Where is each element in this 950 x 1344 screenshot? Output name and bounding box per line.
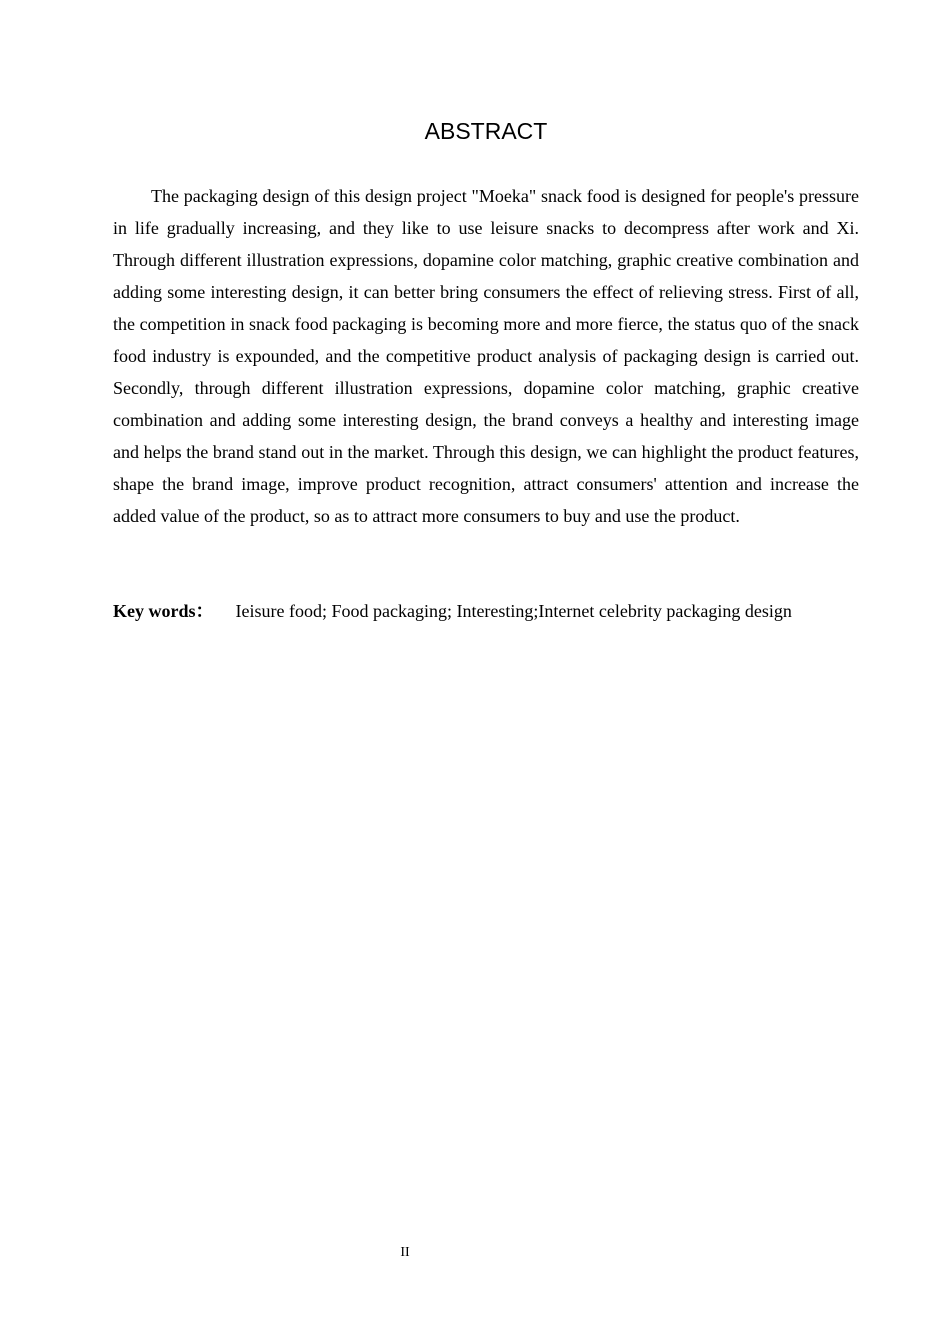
- keywords-line: [113, 595, 873, 627]
- page-title: ABSTRACT: [424, 118, 548, 144]
- abstract-paragraph: The packaging design of this design project "Moeka" snack food is designed for people's pressure in life gradually increasing, and they like to use leisure snacks to decompress after work and Xi. Through different illustration expressions, dopamine color matching, graphic creative combination and adding some interesting design, it can better bring consumers the effect of relieving stress. First of all, the competition in snack food packaging is becoming more and more fierce, the status quo of the snack food industry is expounded, and the competitive product analysis of packaging design is carried out. Secondly, through different illustration expressions, dopamine color matching, graphic creative combination and adding some interesting design, the brand conveys a healthy and interesting image and helps the brand stand out in the market. Through this design, we can highlight the product features, shape the brand image, improve product recognition, attract consumers' attention and increase the added value of the product, so as to attract more consumers to buy and use the product.: [113, 186, 859, 526]
- page-number: II: [400, 1245, 410, 1260]
- keywords-label: Key words：: [113, 601, 214, 621]
- keywords-value: Ieisure food; Food packaging; Interesting;Internet celebrity packaging design: [235, 601, 792, 621]
